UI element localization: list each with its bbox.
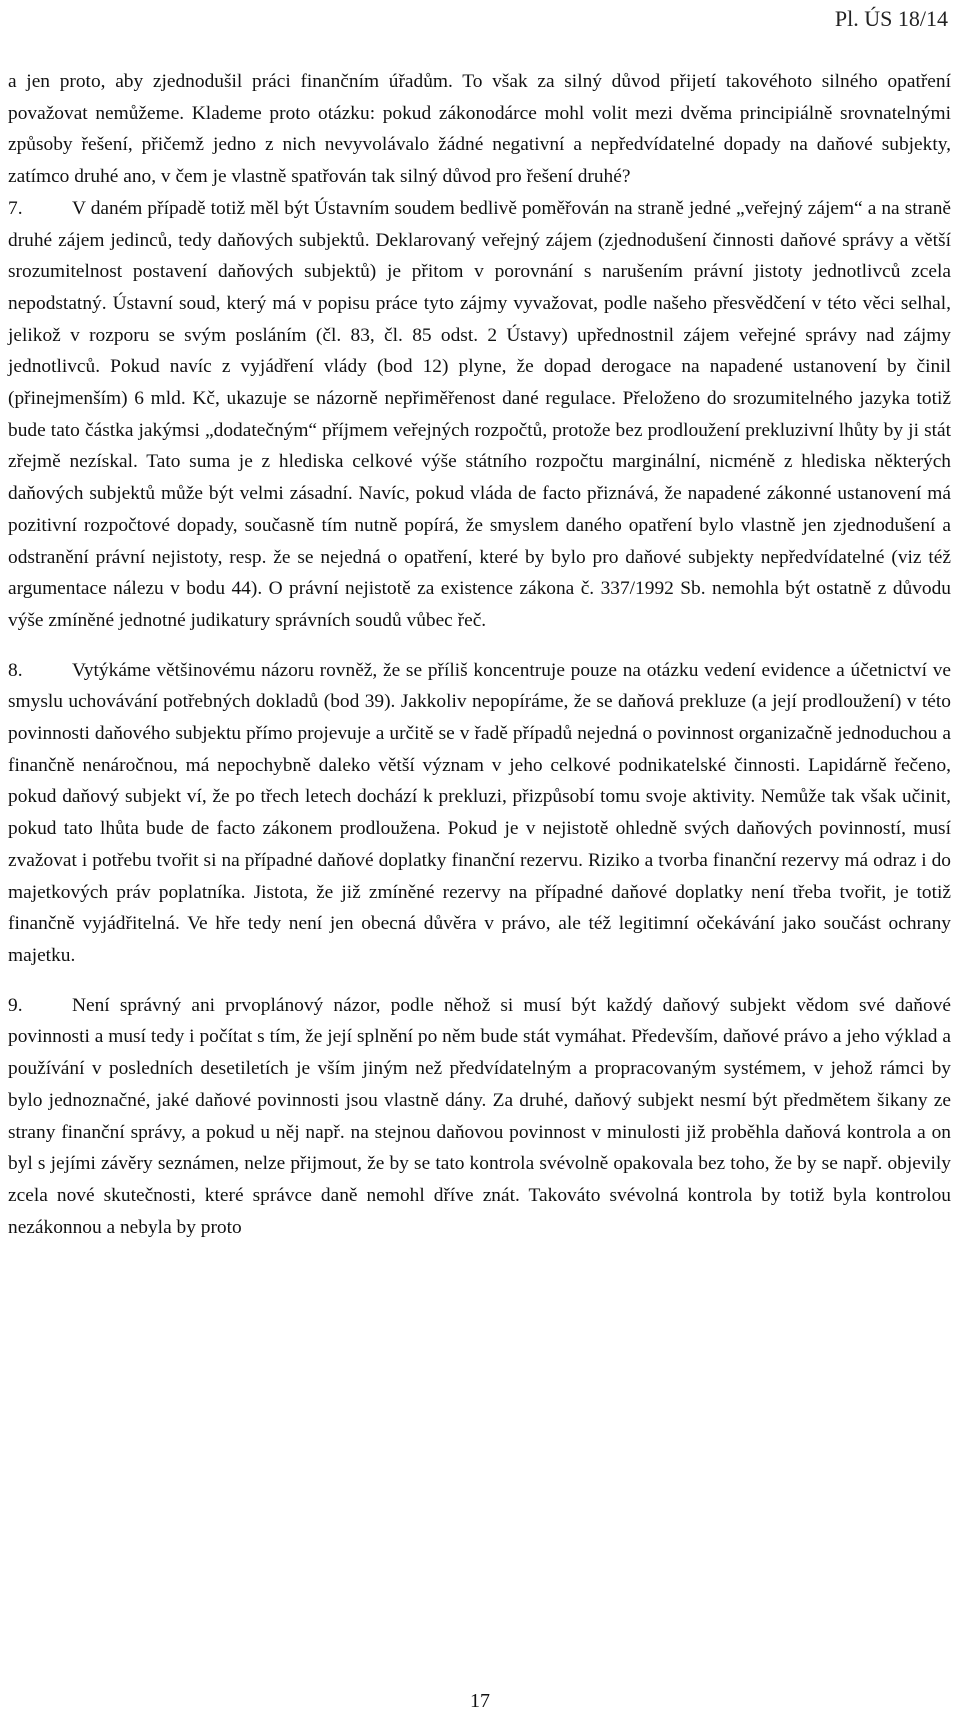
- paragraph-number: 9.: [8, 994, 23, 1016]
- paragraph-text: a jen proto, aby zjednodušil práci finančním úřadům. To však za silný důvod přijetí takovéhoto silného opatření považovat nemůžeme. Klademe proto otázku: pokud zákonodárce mohl volit mezi dvěma principiálně srovnatelnými způsoby řešení, přičemž jedno z nich nevyvolávalo žádné negativní a nepředvídatelné dopady na daňové subjekty, zatímco druhé ano, v čem je vlastně spatřován tak silný důvod pro řešení druhé?: [8, 71, 951, 188]
- paragraph-text: Vytýkáme většinovému názoru rovněž, že se příliš koncentruje pouze na otázku vedení evidence a účetnictví ve smyslu uchovávání potřebných dokladů (bod 39). Jakkoliv nepopíráme, že se daňová prekluze (a její prodloužení) v této povinnosti daňového subjektu přímo projevuje a určitě se v řadě případů nejedná o povinnost organizačně jednoduchou a finančně nenáročnou, má nepochybně daleko větší význam v jeho celkové podnikatelské činnosti. Lapidárně řečeno, pokud daňový subjekt ví, že po třech letech dochází k prekluzi, přizpůsobí tomu svoje aktivity. Nemůže tak však učinit, pokud tato lhůta bude de facto zákonem prodloužena. Pokud je v nejistotě ohledně svých daňových povinností, musí zvažovat i potřebu tvořit si na případné daňové doplatky finanční rezervu. Riziko a tvorba finanční rezervy má odraz i do majetkových práv poplatníka. Jistota, že již zmíněné rezervy na případné daňové doplatky není třeba tvořit, je totiž finančně vyjádřitelná. Ve hře tedy není jen obecná důvěra v právo, ale též legitimní očekávání jako součást ochrany majetku.: [8, 659, 951, 966]
- paragraph-text: V daném případě totiž měl být Ústavním soudem bedlivě poměřován na straně jedné „veřejný zájem“ a na straně druhé zájem jedinců, tedy daňových subjektů. Deklarovaný veřejný zájem (zjednodušení činnosti daňové správy a větší srozumitelnost postavení daňových subjektů) je přitom v porovnání s narušením právní jistoty jednotlivců zcela nepodstatný. Ústavní soud, který má v popisu práce tyto zájmy vyvažovat, podle našeho přesvědčení v této věci selhal, jelikož v rozporu se svým posláním (čl. 83, čl. 85 odst. 2 Ústavy) upřednostnil zájem veřejné správy nad zájmy jednotlivců. Pokud navíc z vyjádření vlády (bod 12) plyne, že dopad derogace na napadené ustanovení by činil (přinejmenším) 6 mld. Kč, ukazuje se názorně nepřiměřenost dané regulace. Přeloženo do srozumitelného jazyka totiž bude tato částka jakýmsi „dodatečným“ příjmem veřejných rozpočtů, protože bez prodloužení prekluzivní lhůty by ji stát zřejmě nezískal. Tato suma je z hlediska celkové výše státního rozpočtu marginální, nicméně z hlediska některých daňových subjektů může být velmi zásadní. Navíc, pokud vláda de facto přiznává, že napadené zákonné ustanovení má pozitivní rozpočtové dopady, současně tím nutně popírá, že smyslem daného opatření bylo vlastně jen zjednodušení a odstranění právní nejistoty, resp. že se nejedná o opatření, které by bylo pro daňové subjekty nepředvídatelné (viz též argumentace nálezu v bodu 44). O právní nejistotě za existence zákona č. 337/1992 Sb. nemohla být ostatně z důvodu výše zmíněné jednotné judikatury správních soudů vůbec řeč.: [8, 197, 951, 631]
- paragraph-9: [8, 990, 951, 1244]
- paragraph-text: Není správný ani prvoplánový názor, podle něhož si musí být každý daňový subjekt vědom své daňové povinnosti a musí tedy i počítat s tím, že její splnění po něm bude stát vymáhat. Především, daňové právo a jeho výklad a používání v posledních desetiletích je vším jiným než předvídatelným a propracovaným systémem, v jehož rámci by bylo jednoznačné, jaké daňové povinnosti jsou vlastně dány. Za druhé, daňový subjekt nesmí být předmětem šikany ze strany finanční správy, a pokud u něj např. na stejnou daňovou povinnost v minulosti již proběhla daňová kontrola a on byl s jejími závěry seznámen, nelze přijmout, že by se tato kontrola svévolně opakovala bez toho, že by se např. objevily zcela nové skutečnosti, které správce daně nemohl dříve znát. Takováto svévolná kontrola by totiž byla kontrolou nezákonnou a nebyla by proto: [8, 994, 951, 1238]
- paragraph-7: [8, 193, 951, 637]
- paragraph-continuation: [8, 66, 951, 193]
- page-number: 17: [470, 1690, 490, 1712]
- document-body: [8, 66, 951, 1261]
- paragraph-8: [8, 655, 951, 972]
- paragraph-number: 7.: [8, 197, 23, 219]
- paragraph-number: 8.: [8, 659, 23, 681]
- document-reference: Pl. ÚS 18/14: [834, 6, 948, 31]
